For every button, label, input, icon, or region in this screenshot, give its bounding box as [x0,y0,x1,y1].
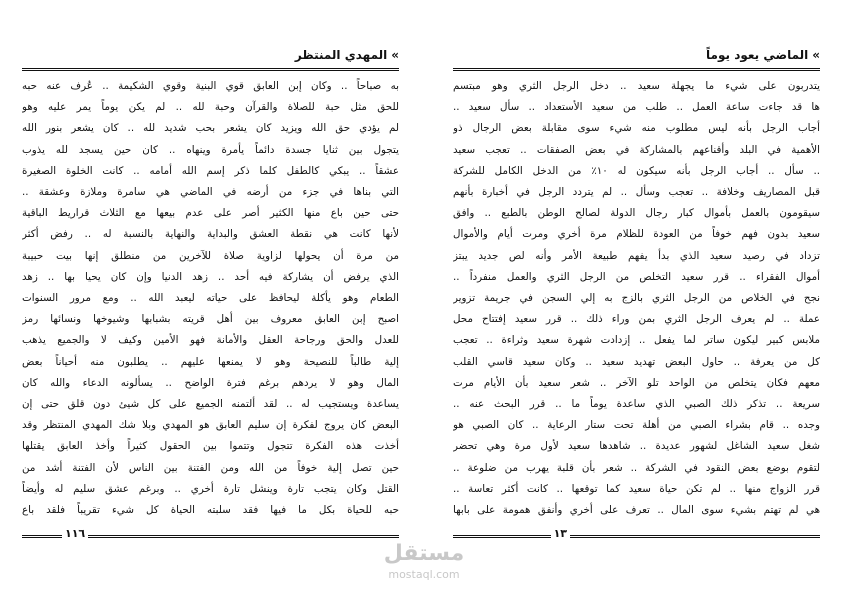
text-line: يساعدة ويستجيب له .. لقد ألتمنه الجميع على كل شيئ دون قلق حتى إن [22,398,399,411]
text-line: حبه للحياة بكل ما فيها فقد سلبته الحياة كل شيء تقريباً فلقد باع [22,504,399,517]
text-line: الطعام وهو يأكلة ليحافظ على حياته ليعبد الله .. ومع مرور السنوات [22,292,399,305]
text-line: حين تصل إلية خوفاً من الله ومن الفتنة بين الناس لأن الفتنة أشد من [22,461,399,474]
text-line: ها قد جاءت ساعة العمل .. طلب من سعيد الأستعداد .. سأل سعيد .. [453,101,820,114]
body-text-right [453,76,820,521]
chevron-mark: » [391,48,399,62]
text-line: إلية طالباً للنصيحة وهو لا يمنعها عليهم .. يطلبون منه أحياناً بعض [22,355,399,368]
text-line: كل من يعرفة .. حاول البعض تهديد سعيد .. وكان سعيد قاسي القلب [453,355,820,368]
running-head-right [453,46,820,71]
text-line: الأهمية في البلد وأقناعهم بالمشاركة في بعض الصفقات .. تعجب سعيد [453,143,820,156]
text-line: لم يؤدي حق الله ويزيد كان يشعر بحب شديد لله .. كان يشعر بنور الله [22,122,399,135]
running-head-title: المهدي المنتظر [294,48,388,62]
text-line: به صباحاً .. وكان إبن العابق قوي البنية وقوي الشكيمة .. عُرف عنه حبه [22,80,399,92]
text-line: قرر الزواج منها .. لم تكن حياة سعيد كما توقعها .. كانت أكثر تعاسة .. [453,482,820,495]
page-number: ١٣ [551,527,570,540]
text-line: سيقومون بالعمل بأموال كبار رجال الدولة لصالح الوطن بالطبع .. وافق [453,207,820,220]
text-line: .. سأل .. أجاب الرجل بأنه سيكون له ١٠٪ من الدخل الكامل للشركة [453,164,820,177]
text-line: أموال الفقراء .. قرر سعيد التخلص من الرجل الثري والعمل منفرداً .. [453,270,820,283]
text-line: من مرة أن يحولها لزاوية صلاة للآخرين من منطلق إنها بيت حبيبة [22,249,399,262]
folio-left [22,527,399,543]
text-line: للعدل والحق ورجاحة العقل والأمانة فهو الأمين وكيف لا والجميع يذهب [22,334,399,347]
folio-rule [453,535,820,538]
text-line: شغل سعيد الشاغل لشهور عديدة .. شاهدها سعيد لأول مرة وهي تحضر [453,440,820,453]
text-line: نجح في الخلاص من الرجل الثري بالزج به إلي السجن في جريمة تزوير [453,292,820,305]
text-line: المال وهو لا يردهم برغم فترة الواضح .. يسألونه الدعاء والله كان [22,376,399,389]
text-line: يتدربون على شيء ما يجهلة سعيد .. دخل الرجل الثري وهو مبتسم [453,80,820,92]
right-page [421,0,842,595]
body-text-left [22,76,399,521]
text-line: أخذت هذه الفكرة تتجول وتتموا بين الحقول كثيراً وأخذ العابق يقتلها [22,440,399,453]
folio-right [453,527,820,543]
text-line: سريعة .. تذكر ذلك الصبي الذي ساعدة يوماً ما .. قرر البحث عنه .. [453,398,820,411]
text-line: أجاب الرجل بأنه ليس مطلوب منه شيء سوى مقابلة بعض الرجال ذو [453,122,820,135]
text-line: حتى حين باع منها الكثير أصر على عدم بيعها مع الثلاث قراريط الباقية [22,207,399,220]
text-line: يتجول بين ثنايا جسدة دائماً يأمرة وينهاه .. كان حين يسجد لله يذوب [22,143,399,156]
text-line: البعض كان يروج لفكرة إن سليم العابق هو المهدي وبلا شك المهدي المنتظر وقد [22,419,399,432]
text-line: عشقاً .. يبكي كالطفل كلما ذكر إسم الله أمامه .. كانت الخلوة الصغيرة [22,164,399,177]
text-line: الذي يرفض أن يشاركة فيه أحد .. زهد الدنيا وإن كان يحيا بها .. زهد [22,270,399,283]
text-line: هي لم تهتم بشيء سوى المال .. تعرف على أخري وأنفق همومة على بابها [453,504,820,517]
text-line: ملابس كبير ليكون ساتر لما يفعل .. إزدادت شهرة سعيد وثراءة .. تعجب [453,334,820,347]
text-line: لتقوم بوضع بعض النقود في الشركة .. شعر بأن قلبة يهرب من ضلوعة .. [453,461,820,474]
text-line: سعيد بدون فهم خوفاً من العودة للظلام مرة أخري ومرت أيام والأموال [453,228,820,241]
text-line: عملة .. لم يعرف الرجل الثري بمن وراء ذلك .. قرر سعيد إفتتاح محل [453,313,820,326]
text-line: وجده .. قام بشراء الصبي من أهلة تحت ستار الرعاية .. كان الصبي هو [453,419,820,432]
text-line: التي بناها في جزء من أرضه في الماضي هي سامرة وملازة وعشقة .. [22,186,399,199]
running-head-title: الماضي يعود يوماً [706,48,809,62]
text-line: قبل المصاريف وخلافة .. تعجب وسأل .. لم يتردد الرجل في أخبارة بأنهم [453,186,820,199]
running-head-left [22,46,399,71]
text-line: القتل وكان يتجب تارة وينشل تارة أخري .. وبرغم عشق سليم له وأيضاً [22,482,399,495]
text-line: لأنها كانت هي نقطة العشق والبداية والنهاية بالنسبة له .. رفض أكثر [22,228,399,241]
text-line: للحق مثل حبة للصلاة والقرآن وحبة لله .. لم يكن يوماً يمر عليه وهو [22,101,399,114]
watermark-logo [354,540,494,590]
chevron-mark: » [812,48,820,62]
watermark-latin: mostaql.com [388,568,460,581]
text-line: تزداد في رصيد سعيد الذي بدأ يفهم طبيعة الأمر وأنه لص جديد يبتز [453,249,820,262]
watermark-arabic: مستقل [383,541,465,566]
text-line: معهم فكان يتخلص من الواحد تلو الآخر .. شعر سعيد بأن الأيام مرت [453,376,820,389]
page-number: ١١٦ [62,527,88,540]
text-line: اصبح إبن العابق معروف بين أهل قريته بشبابها وشيوخها ونسائها رمز [22,313,399,326]
